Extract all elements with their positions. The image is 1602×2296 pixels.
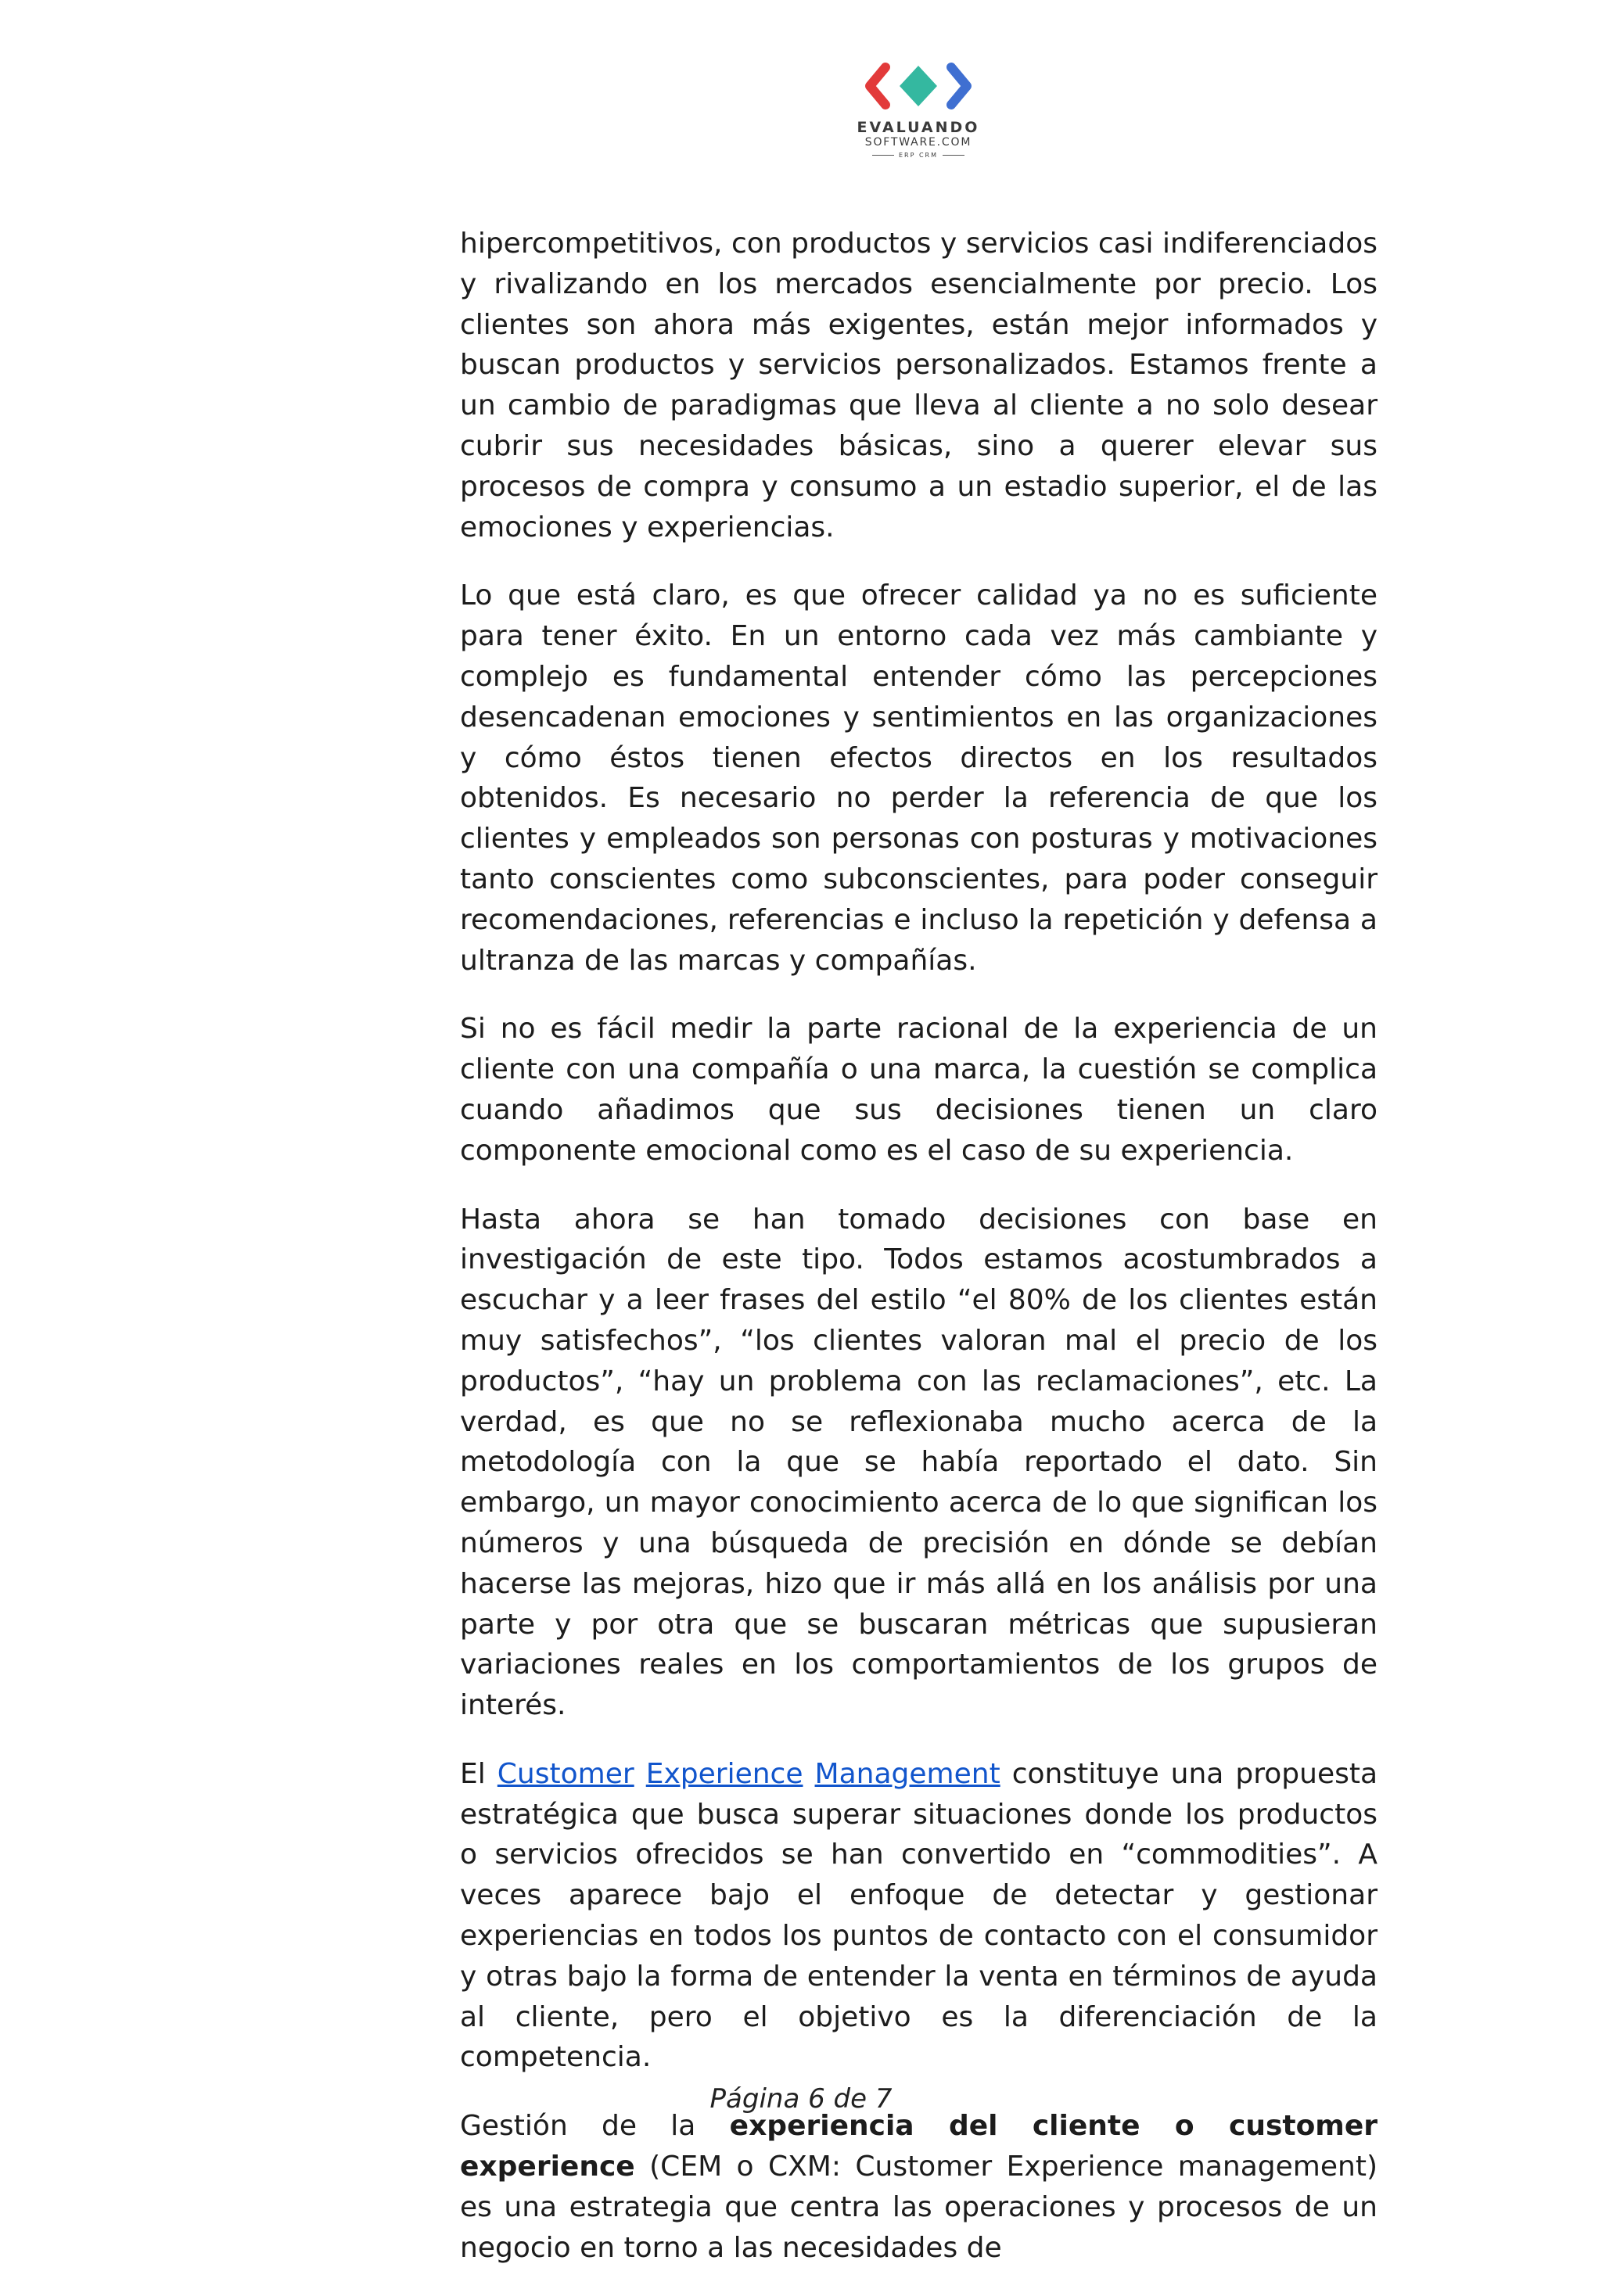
logo-name: EVALUANDO [857, 119, 980, 136]
logo-right-chevron [951, 67, 967, 105]
paragraph-5-rest: constituye una propuesta estratégica que busca superar situaciones donde los productos o servicios ofrecidos se han convertido en “commodities”. A veces aparece bajo el enfoque de detectar y gestionar experiencias en todos los puntos de contacto con el consumidor y otras bajo la forma de entender la venta en términos de ayuda al cliente, pero el objetivo es la diferenciación de la competencia. [460, 1757, 1378, 2074]
paragraph-6-lead: Gestión de la [460, 2110, 696, 2143]
link-experience[interactable]: Experience [645, 1757, 803, 1790]
paragraph-6 [460, 2106, 1378, 2268]
logo-tagline-text: ERP CRM [898, 152, 939, 159]
paragraph-5 [460, 1754, 1378, 2078]
logo-rule-left [872, 155, 894, 156]
logo-left-chevron [870, 67, 885, 105]
link-customer[interactable]: Customer [497, 1757, 634, 1790]
link-management[interactable]: Management [814, 1757, 1000, 1790]
company-logo [856, 56, 981, 166]
logo-center-diamond [900, 66, 937, 106]
page-number: Página 6 de 7 [709, 2083, 893, 2115]
paragraph-4: Hasta ahora se han tomado decisiones con base en investigación de este tipo. Todos estamos acostumbrados a escuchar y a leer frases del estilo “el 80% de los clientes están muy satisfechos”, “los clientes valoran mal el precio de los productos”, “hay un problema con las reclamaciones”, etc. La verdad, es que no se reflexionaba mucho acerca de la metodología con la que se había reportado el dato. Sin embargo, un mayor conocimiento acerca de lo que significan los números y una búsqueda de precisión en dónde se debían hacerse las mejoras, hizo que ir más allá en los análisis por una parte y por otra que se buscaran métricas que supusieran variaciones reales en los comportamientos de los grupos de interés. [460, 1203, 1378, 1722]
paragraph-6-rest: (CEM o CXM: Customer Experience management) es una estrategia que centra las operaciones y procesos de un negocio en torno a las necesidades de [460, 2151, 1378, 2264]
logo-domain: SOFTWARE.COM [864, 136, 972, 149]
logo-rule-right [943, 155, 964, 156]
paragraph-3: Si no es fácil medir la parte racional de la experiencia de un cliente con una compañía o una marca, la cuestión se complica cuando añadimos que sus decisiones tienen un claro componente emocional como es el caso de su experiencia. [460, 1013, 1378, 1167]
paragraph-2: Lo que está claro, es que ofrecer calidad ya no es suficiente para tener éxito. En un entorno cada vez más cambiante y complejo es fundamental entender cómo las percepciones desencadenan emociones y sentimientos en las organizaciones y cómo éstos tienen efectos directos en los resultados obtenidos. Es necesario no perder la referencia de que los clientes y empleados son personas con posturas y motivaciones tanto conscientes como subconscientes, para poder conseguir recomendaciones, referencias e incluso la repetición y defensa a ultranza de las marcas y compañías. [460, 579, 1378, 977]
logo-tagline [856, 152, 981, 159]
logo-mark-icon [856, 56, 981, 119]
document-body [460, 224, 1378, 2296]
paragraph-1: hipercompetitivos, con productos y servicios casi indiferenciados y rivalizando en los mercados esencialmente por precio. Los clientes son ahora más exigentes, están mejor informados y buscan productos y servicios personalizados. Estamos frente a un cambio de paradigmas que lleva al cliente a no solo desear cubrir sus necesidades básicas, sino a querer elevar sus procesos de compra y consumo a un estadio superior, el de las emociones y experiencias. [460, 228, 1378, 544]
paragraph-5-lead: El [460, 1757, 486, 1790]
paragraph-6-bold: experiencia del cliente o customer experience [460, 2110, 1378, 2183]
